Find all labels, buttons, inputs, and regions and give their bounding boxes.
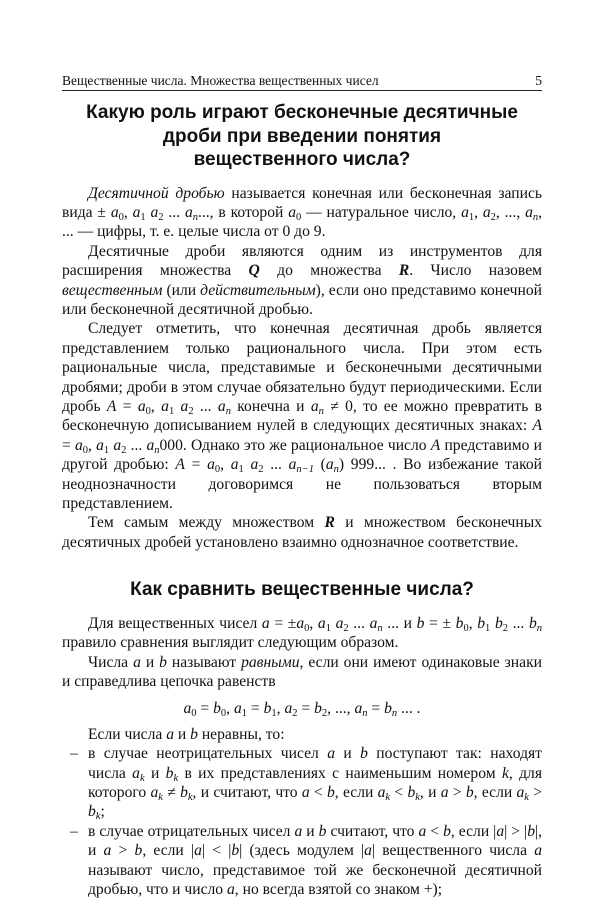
text-run: ...: [126, 436, 147, 454]
paragraph: [62, 725, 542, 744]
variable-name: a: [335, 614, 344, 632]
indexed-variable: [378, 784, 390, 801]
italic-text: действительным: [200, 281, 316, 299]
indexed-variable: [354, 700, 368, 720]
paragraph: [62, 614, 542, 653]
text-run: и: [173, 725, 191, 743]
variable-name: a: [207, 456, 215, 474]
indexed-variable: [250, 456, 264, 476]
variable-name: b: [407, 783, 416, 801]
indexed-variable: [288, 204, 301, 221]
set-symbol: Q: [248, 262, 260, 280]
italic-text: a: [103, 842, 112, 860]
text-run: , для которого: [88, 764, 542, 801]
indexed-variable: [111, 204, 124, 221]
indexed-variable: [284, 700, 298, 720]
text-run: =: [247, 700, 264, 718]
section-body: [62, 184, 542, 553]
variable-name: a: [296, 614, 305, 632]
indexed-variable: [133, 204, 146, 221]
text-run: называют число, представимое той же бесконечной десятичной дробью, что и число: [88, 861, 542, 898]
text-run: Следует отметить, что конечная десятичная дробь является представлением только рационального числа. При этом есть рациональные числа, представимые и бесконечными десятичными дробями; дроби в этом случае обязательно будут периодическими. Если дробь: [62, 320, 542, 415]
subsection-title: Как сравнить вещественные числа?: [130, 579, 474, 601]
text-run: ...: [507, 614, 529, 632]
text-run: , если |: [142, 842, 195, 860]
italic-text: k: [501, 764, 509, 782]
variable-index: n: [192, 211, 198, 223]
text-run: ) 999... . Во избежание такой неоднозначности договоримся не пользоваться вторым представлением.: [62, 456, 543, 512]
text-run: , ... — цифры, т. е. целые числа от 0 до 9.: [62, 203, 543, 241]
text-run: ,: [150, 397, 162, 415]
text-run: ... .: [397, 700, 421, 718]
italic-text: a: [194, 842, 202, 860]
section-title: [62, 101, 542, 172]
text-run: , если: [334, 783, 378, 801]
text-run: ,: [276, 700, 285, 718]
subsection-body: [62, 614, 542, 900]
paragraph: [62, 653, 542, 692]
italic-text: b: [416, 614, 425, 632]
variable-name: a: [132, 764, 140, 782]
text-run: — натуральное число,: [301, 203, 462, 221]
variable-index: 0: [82, 444, 89, 456]
indexed-variable: [296, 615, 309, 632]
text-run: ≠: [162, 783, 181, 801]
text-run: =: [367, 700, 385, 718]
variable-name: a: [110, 203, 119, 221]
italic-text: a: [294, 822, 303, 840]
text-run: <: [309, 783, 327, 801]
text-run: =: [62, 436, 75, 454]
italic-text: A: [430, 436, 441, 454]
variable-name: a: [74, 436, 83, 454]
indexed-variable: [181, 398, 194, 415]
text-run: ...: [348, 614, 370, 632]
text-run: ), если оно представимо конечной или бесконечной десятичной дробью.: [62, 281, 542, 318]
variable-index: k: [187, 791, 193, 803]
variable-index: k: [385, 791, 391, 803]
variable-name: b: [455, 614, 464, 632]
indexed-variable: [263, 700, 277, 720]
variable-index: 0: [463, 622, 469, 634]
indexed-variable: [230, 456, 244, 476]
text-run: в случае неотрицательных чисел: [88, 745, 328, 763]
indexed-variable: [113, 437, 126, 454]
text-run: , но всегда взятой со знаком +);: [234, 881, 443, 898]
italic-text: b: [231, 842, 240, 860]
italic-text: a: [534, 842, 542, 860]
variable-index: 1: [241, 708, 248, 720]
formula: [62, 699, 542, 718]
variable-index: 2: [188, 405, 194, 417]
text-run: ,: [226, 700, 234, 718]
text-run: <: [390, 783, 408, 801]
text-run: (или: [162, 281, 201, 299]
text-run: >: [448, 783, 466, 801]
variable-name: b: [314, 700, 322, 718]
text-run: представимо и другой дробью:: [62, 436, 542, 474]
indexed-variable: [516, 784, 528, 801]
text-run: ,: [123, 203, 133, 221]
italic-text: b: [327, 783, 335, 801]
italic-text: A: [532, 417, 542, 435]
indexed-variable: [88, 803, 101, 823]
variable-index: 1: [468, 211, 475, 223]
indexed-variable: [96, 437, 109, 454]
indexed-variable: [336, 615, 349, 632]
variable-name: a: [461, 203, 469, 221]
indexed-variable: [218, 398, 231, 415]
indexed-variable: [150, 784, 162, 801]
variable-index: 0: [191, 708, 197, 720]
text-run: =: [116, 397, 138, 415]
variable-name: b: [88, 803, 96, 821]
variable-name: a: [482, 203, 491, 221]
list-marker: –: [70, 822, 78, 840]
variable-index: 0: [304, 622, 310, 634]
text-run: (: [313, 456, 326, 474]
indexed-variable: [185, 204, 198, 221]
indexed-variable: [314, 700, 328, 720]
italic-text: b: [159, 653, 167, 671]
list-item: [62, 744, 542, 822]
italic-text: b: [190, 725, 198, 743]
text-run: и: [334, 745, 361, 763]
variable-name: b: [213, 700, 221, 718]
text-run: , и: [419, 783, 441, 801]
variable-index: n: [536, 622, 542, 634]
variable-name: a: [250, 456, 259, 474]
italic-text: a: [227, 881, 235, 898]
variable-name: a: [96, 436, 104, 454]
text-run: конечна и: [230, 397, 311, 415]
text-run: , если |: [450, 822, 497, 840]
italic-text: равными: [241, 653, 300, 671]
indexed-variable: [166, 765, 178, 782]
italic-text: b: [134, 842, 143, 860]
text-run: и множеством бесконечных десятичных дробей установлено взаимно однозначное соответствие.: [62, 514, 542, 551]
italic-text: b: [527, 822, 535, 840]
text-run: | (здесь модулем |: [239, 842, 365, 860]
text-run: поступают так: находят числа: [88, 745, 542, 782]
set-symbol: R: [398, 262, 410, 280]
variable-name: a: [217, 397, 226, 415]
text-run: . Число назовем: [409, 262, 542, 280]
variable-index: 2: [292, 708, 298, 720]
text-run: ,: [309, 614, 318, 632]
variable-index: 0: [220, 708, 227, 720]
variable-name: b: [165, 764, 174, 782]
variable-name: b: [494, 614, 503, 632]
variable-name: a: [317, 614, 326, 632]
text-run: >: [528, 783, 543, 801]
variable-name: a: [284, 700, 293, 718]
text-run: ..., в которой: [197, 203, 289, 221]
text-run: Для вещественных чисел: [88, 614, 262, 632]
indexed-variable: [384, 700, 398, 720]
italic-text: a: [133, 653, 141, 671]
running-header: [62, 72, 542, 91]
italic-text: b: [360, 745, 368, 763]
variable-name: a: [150, 203, 159, 221]
indexed-variable: [311, 398, 324, 415]
variable-name: a: [183, 700, 192, 718]
paragraph: [62, 242, 542, 320]
indexed-variable: [407, 784, 419, 801]
text-run: |, и: [88, 822, 543, 860]
indexed-variable: [180, 784, 192, 801]
text-run: считают, что: [326, 822, 419, 840]
italic-text: b: [443, 822, 451, 840]
indexed-variable: [325, 456, 339, 476]
variable-index: n: [391, 708, 398, 720]
variable-name: b: [384, 700, 392, 718]
set-symbol: R: [324, 514, 335, 532]
variable-index: k: [524, 791, 529, 803]
indexed-variable: [233, 700, 248, 720]
text-run: ...: [193, 397, 218, 415]
running-title: Вещественные числа. Множества вещественных чисел: [62, 73, 379, 88]
text-run: до множества: [259, 262, 399, 280]
indexed-variable: [461, 204, 474, 221]
text-run: и: [302, 822, 319, 840]
variable-name: a: [132, 203, 141, 221]
variable-index: n: [377, 622, 383, 634]
variable-name: a: [146, 436, 155, 454]
italic-text: a: [418, 822, 427, 840]
variable-name: a: [525, 203, 533, 221]
text-run: ;: [100, 803, 105, 821]
text-run: ≠ 0, то ее можно превратить в бесконечную дописыванием нулей в следующих десятичных знаках:: [62, 397, 542, 435]
list-marker: –: [70, 745, 78, 763]
variable-index: 1: [325, 622, 331, 634]
italic-text: b: [318, 822, 327, 840]
variable-index: 0: [145, 405, 151, 417]
variable-index: n: [532, 211, 539, 223]
variable-index: k: [95, 811, 101, 823]
indexed-variable: [288, 456, 314, 476]
text-run: | < |: [201, 842, 232, 860]
variable-name: a: [137, 397, 146, 415]
variable-index: 2: [321, 708, 328, 720]
variable-name: a: [233, 700, 242, 718]
variable-index: 1: [103, 444, 110, 456]
indexed-variable: [151, 204, 164, 221]
text-run: и: [140, 653, 160, 671]
italic-text: a: [440, 783, 449, 801]
text-run: 000. Однако это же рациональное число: [159, 436, 431, 454]
variable-index: k: [139, 772, 145, 784]
paragraph: [62, 184, 542, 242]
text-run: ... и: [382, 614, 417, 632]
text-run: , ...,: [495, 203, 526, 221]
text-run: , ...,: [327, 700, 355, 718]
variable-index: 2: [121, 444, 127, 456]
variable-name: a: [516, 783, 525, 801]
text-run: Если числа: [88, 725, 167, 743]
text-run: >: [111, 842, 135, 860]
variable-index: 0: [295, 211, 302, 223]
variable-name: a: [150, 783, 159, 801]
italic-text: a: [301, 783, 310, 801]
text-run: =: [184, 456, 208, 474]
variable-index: 2: [343, 622, 349, 634]
section-title-line: Какую роль играют бесконечные десятичные: [86, 102, 518, 123]
indexed-variable: [525, 204, 538, 221]
list-item: [62, 822, 542, 900]
paragraph: [62, 513, 542, 552]
text-run: =: [297, 700, 315, 718]
indexed-variable: [146, 437, 159, 454]
variable-name: a: [180, 397, 189, 415]
text-run: называют: [166, 653, 242, 671]
text-run: и: [144, 764, 166, 782]
text-run: , если: [473, 783, 517, 801]
indexed-variable: [207, 456, 221, 476]
text-run: =: [196, 700, 214, 718]
variable-index: n: [333, 464, 339, 476]
variable-name: a: [113, 436, 122, 454]
variable-index: k: [173, 772, 179, 784]
text-run: ,: [474, 203, 483, 221]
italic-text: Десятичной дробью: [88, 184, 225, 202]
indexed-variable: [213, 700, 227, 720]
indexed-variable: [183, 700, 197, 720]
italic-text: a: [166, 725, 174, 743]
section-title-line: дроби при введении понятия: [162, 125, 442, 147]
variable-name: a: [288, 456, 297, 474]
text-run: Тем самым между множеством: [88, 514, 325, 532]
variable-index: 1: [238, 464, 244, 476]
indexed-variable: [495, 615, 508, 632]
text-run: ,: [220, 456, 231, 474]
italic-text: a: [261, 614, 270, 632]
variable-index: 2: [490, 211, 496, 223]
text-run: правило сравнения выглядит следующим образом.: [62, 634, 399, 652]
variable-index: 1: [168, 405, 175, 417]
section-title-line: вещественного числа?: [193, 149, 411, 170]
variable-index: 1: [140, 211, 146, 223]
variable-index: n: [318, 405, 324, 417]
indexed-variable: [370, 615, 383, 632]
variable-name: a: [354, 700, 363, 718]
variable-name: a: [184, 203, 193, 221]
variable-index: 2: [158, 211, 164, 223]
italic-text: a: [327, 745, 335, 763]
text-run: = ±: [424, 614, 456, 632]
variable-name: a: [369, 614, 378, 632]
variable-name: a: [288, 203, 296, 221]
variable-index: k: [158, 791, 163, 803]
variable-index: n: [154, 444, 160, 456]
text-run: ...: [163, 203, 185, 221]
indexed-variable: [529, 615, 542, 632]
indexed-variable: [138, 398, 151, 415]
text-run: , и считают, что: [192, 783, 302, 801]
variable-name: a: [377, 783, 386, 801]
indexed-variable: [483, 204, 496, 221]
text-run: ...: [263, 456, 289, 474]
variable-index: 2: [502, 622, 508, 634]
text-run: Числа: [88, 653, 134, 671]
text-run: | > |: [504, 822, 528, 840]
variable-name: b: [263, 700, 272, 718]
text-run: <: [426, 822, 444, 840]
variable-name: a: [325, 456, 334, 474]
text-run: называется конечная или бесконечная запись вида ±: [62, 184, 542, 221]
variable-index: 0: [118, 211, 124, 223]
text-run: ,: [468, 614, 478, 632]
italic-text: вещественным: [62, 281, 163, 299]
variable-index: 1: [271, 708, 277, 720]
variable-name: b: [528, 614, 537, 632]
variable-name: a: [310, 397, 319, 415]
indexed-variable: [477, 615, 490, 632]
text-run: = ±: [269, 614, 297, 632]
text-run: , если они имеют одинаковые знаки и справедлива цепочка равенств: [62, 653, 542, 690]
indexed-variable: [318, 615, 331, 632]
text-run: неравны, то:: [197, 725, 285, 743]
variable-name: a: [230, 456, 239, 474]
text-run: в случае отрицательных чисел: [88, 822, 295, 840]
text-run: | вещественного числа: [371, 842, 535, 860]
indexed-variable: [75, 437, 88, 454]
text-run: ,: [88, 436, 97, 454]
variable-index: 0: [214, 464, 221, 476]
variable-name: b: [477, 614, 486, 632]
variable-index: n−1: [296, 464, 314, 476]
indexed-variable: [456, 615, 469, 632]
italic-text: a: [496, 822, 505, 840]
variable-index: 2: [258, 464, 264, 476]
variable-index: n: [225, 405, 231, 417]
italic-text: A: [175, 456, 185, 474]
italic-text: b: [465, 783, 474, 801]
italic-text: a: [364, 842, 372, 860]
text-run: в их представлениях с наименьшим номером: [178, 764, 502, 782]
page-number: 5: [535, 73, 542, 88]
text-run: Десятичные дроби являются одним из инструментов для расширения множества: [62, 242, 542, 280]
italic-text: A: [106, 397, 117, 415]
variable-name: b: [180, 783, 188, 801]
paragraph: [62, 319, 542, 513]
variable-name: a: [161, 397, 169, 415]
variable-index: k: [415, 791, 420, 803]
indexed-variable: [132, 765, 144, 782]
variable-index: n: [362, 708, 368, 720]
variable-index: 1: [485, 622, 491, 634]
indexed-variable: [161, 398, 174, 415]
